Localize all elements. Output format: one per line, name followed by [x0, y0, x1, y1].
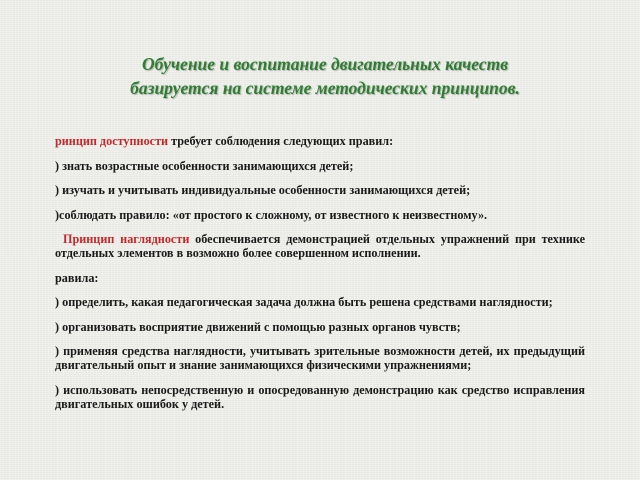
- principle-accessibility-term: ринцип доступности: [55, 134, 169, 148]
- slide-title-line-2: базируется на системе методических принципов.: [130, 78, 520, 98]
- rule-paragraph: ) изучать и учитывать индивидуальные особенности занимающихся детей;: [55, 183, 471, 197]
- rules-heading: равила:: [55, 270, 99, 285]
- principle-visibility-text: обеспечивается демонстрацией отдельных упражнений при технике отдельных элементов в возможно более совершенном исполнении.: [55, 232, 585, 260]
- principle-visibility-paragraph: [55, 232, 585, 260]
- rule-paragraph: ) применяя средства наглядности, учитывать зрительные возможности детей, их предыдущий двигательный опыт и знание занимающихся физическими упражнениями;: [55, 344, 585, 372]
- principle-accessibility-paragraph: [55, 134, 585, 148]
- rule-paragraph: ) организовать восприятие движений с помощью разных органов чувств;: [55, 319, 461, 334]
- rule-paragraph: ) определить, какая педагогическая задача должна быть решена средствами наглядности;: [55, 295, 553, 309]
- slide-title: [60, 52, 590, 100]
- slide-body: [55, 134, 585, 421]
- principle-visibility-term: Принцип наглядности: [63, 232, 190, 246]
- rule-paragraph: ) использовать непосредственную и опосредованную демонстрацию как средство исправления двигательных ошибок у детей.: [55, 382, 585, 411]
- principle-accessibility-text: требует соблюдения следующих правил:: [168, 134, 394, 148]
- rule-paragraph: ) знать возрастные особенности занимающихся детей;: [55, 158, 354, 173]
- slide-title-line-1: Обучение и воспитание двигательных качеств: [141, 54, 509, 74]
- rule-paragraph: )соблюдать правило: «от простого к сложному, от известного к неизвестному».: [55, 207, 488, 222]
